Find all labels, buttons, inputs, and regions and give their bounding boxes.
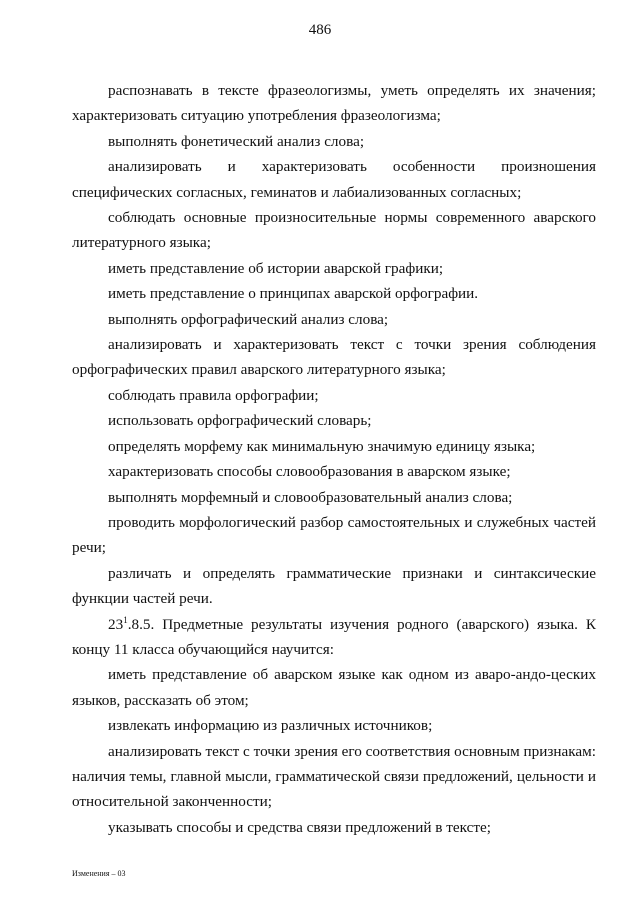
paragraph: соблюдать правила орфографии; [108,386,319,404]
section-number: 23 [108,615,124,633]
paragraph: иметь представление об аварском языке как одном из аваро-андо-цеских языков, рассказать об этом; [72,666,596,709]
paragraph: иметь представление об истории аварской графики; [108,259,444,277]
paragraph: соблюдать основные произносительные нормы современного аварского литературного языка; [72,209,596,252]
paragraph: анализировать и характеризовать текст с точки зрения соблюдения орфографических правил аварского литературного языка; [72,336,596,379]
paragraph: указывать способы и средства связи предложений в тексте; [108,818,491,836]
paragraph: определять морфему как минимальную значимую единицу языка; [108,437,536,455]
section-heading-paragraph [72,612,596,663]
paragraph: характеризовать способы словообразования в аварском языке; [108,463,511,481]
footer-revision-note: Изменения – 03 [72,869,126,878]
paragraph: анализировать и характеризовать особенности произношения специфических согласных, геминатов и лабиализованных согласных; [72,158,596,201]
section-number-superscript: 1 [123,614,128,625]
section-number-rest: .8.5. [127,615,155,633]
paragraph: иметь представление о принципах аварской орфографии. [108,285,479,303]
paragraph: выполнять фонетический анализ слова; [108,132,365,150]
paragraph: различать и определять грамматические признаки и синтаксические функции частей речи. [72,564,596,608]
body-text [72,78,596,840]
paragraph: выполнять морфемный и словообразовательный анализ слова; [108,488,513,506]
paragraph: распознавать в тексте фразеологизмы, уметь определять их значения; характеризовать ситуацию употребления фразеологизма; [72,82,596,125]
page-number: 486 [308,22,332,38]
paragraph: использовать орфографический словарь; [108,412,372,430]
paragraph: выполнять орфографический анализ слова; [108,310,389,328]
paragraph: извлекать информацию из различных источников; [108,717,433,735]
section-text: Предметные результаты изучения родного (аварского) языка. К концу 11 класса обучающийся научится: [72,615,596,658]
paragraph: проводить морфологический разбор самостоятельных и служебных частей речи; [72,513,596,557]
paragraph: анализировать текст с точки зрения его соответствия основным признакам: наличия темы, главной мысли, грамматической связи предложений, цельности и относительной законченности; [72,742,596,811]
